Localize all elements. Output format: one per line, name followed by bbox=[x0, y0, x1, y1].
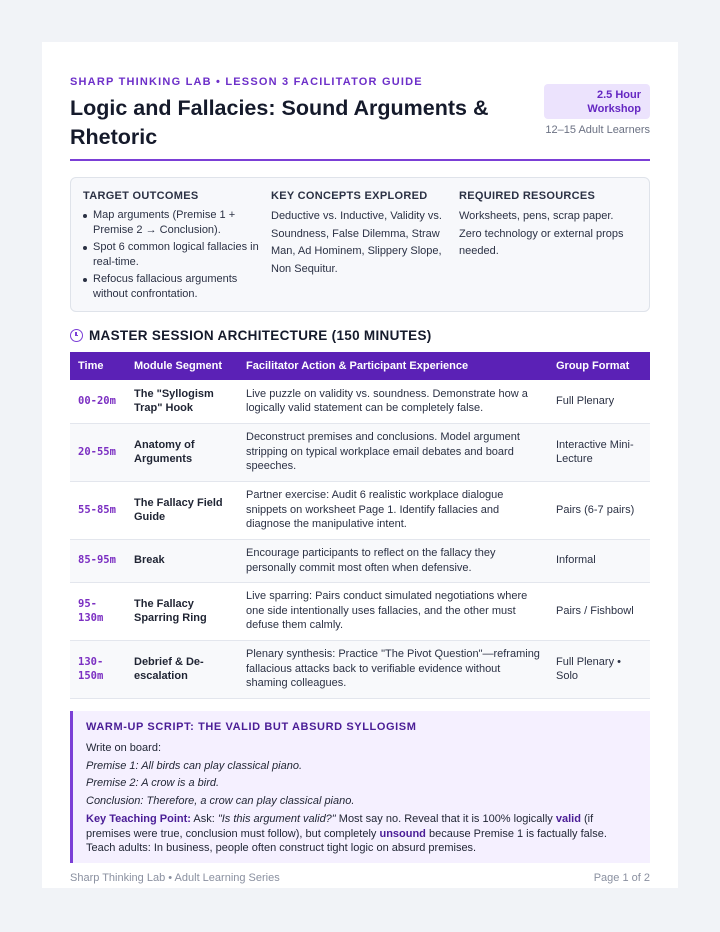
row-time: 130-150m bbox=[70, 640, 126, 698]
row-format: Full Plenary bbox=[548, 380, 650, 423]
row-time: 95-130m bbox=[70, 582, 126, 640]
key-unsound: unsound bbox=[379, 827, 426, 840]
row-format: Pairs (6-7 pairs) bbox=[548, 481, 650, 539]
document-page bbox=[42, 42, 678, 888]
header-format: Group Format bbox=[548, 352, 650, 380]
footer-left: Sharp Thinking Lab • Adult Learning Series bbox=[70, 872, 280, 884]
key-valid: valid bbox=[555, 813, 581, 825]
row-action: Plenary synthesis: Practice "The Pivot Question"—reframing fallacious attacks back to verifiable evidence without shaming colleagues. bbox=[238, 640, 548, 698]
footer bbox=[70, 872, 650, 884]
key-text-3: because Premise 1 is factually false. Teach adults: In business, people often construct tight logic on absurd premises. bbox=[86, 827, 607, 854]
row-module: The Fallacy Sparring Ring bbox=[126, 582, 238, 640]
header-time: Time bbox=[70, 352, 126, 380]
header-module: Module Segment bbox=[126, 352, 238, 380]
key-ask: Ask: bbox=[193, 813, 215, 825]
outcomes-column bbox=[83, 190, 263, 304]
table-row bbox=[70, 481, 650, 539]
page-title: Logic and Fallacies: Sound Arguments & Rhetoric bbox=[70, 96, 489, 149]
resources-column bbox=[459, 190, 639, 261]
table-header-row bbox=[70, 352, 650, 380]
page-number: Page 1 of 2 bbox=[593, 872, 650, 884]
table-row bbox=[70, 380, 650, 423]
concepts-column bbox=[271, 190, 451, 278]
row-time: 00-20m bbox=[70, 380, 126, 423]
outcome-item: Refocus fallacious arguments without confrontation. bbox=[83, 272, 263, 301]
row-format: Interactive Mini-Lecture bbox=[548, 423, 650, 481]
header-action: Facilitator Action & Participant Experience bbox=[238, 352, 548, 380]
overview-box bbox=[70, 177, 650, 312]
schedule-heading bbox=[70, 328, 432, 343]
row-format: Full Plenary • Solo bbox=[548, 640, 650, 698]
row-format: Informal bbox=[548, 539, 650, 582]
row-module: Anatomy of Arguments bbox=[126, 423, 238, 481]
row-action: Encourage participants to reflect on the fallacy they personally commit most often when defensive. bbox=[238, 539, 548, 582]
premise-2: Premise 2: A crow is a bird. bbox=[86, 777, 220, 789]
duration-badge bbox=[544, 84, 650, 119]
warmup-title: WARM-UP SCRIPT: THE VALID BUT ABSURD SYLLOGISM bbox=[86, 721, 417, 733]
row-module: Break bbox=[126, 539, 238, 582]
header-divider bbox=[70, 159, 650, 161]
schedule-title: MASTER SESSION ARCHITECTURE (150 MINUTES) bbox=[89, 328, 432, 343]
warmup-intro: Write on board: bbox=[86, 742, 162, 754]
conclusion: Conclusion: Therefore, a crow can play classical piano. bbox=[86, 794, 355, 807]
resources-title: REQUIRED RESOURCES bbox=[459, 190, 596, 202]
table-row bbox=[70, 582, 650, 640]
resources-text: Worksheets, pens, scrap paper. Zero technology or external props needed. bbox=[459, 210, 624, 257]
table-row bbox=[70, 423, 650, 481]
key-quote: "Is this argument valid?" bbox=[217, 813, 336, 825]
key-label: Key Teaching Point: bbox=[86, 813, 191, 825]
row-time: 55-85m bbox=[70, 481, 126, 539]
header bbox=[70, 76, 650, 162]
row-module: The Fallacy Field Guide bbox=[126, 481, 238, 539]
key-text-2: (if premises were true, conclusion must follow), but completely bbox=[86, 813, 594, 840]
row-module: The "Syllogism Trap" Hook bbox=[126, 380, 238, 423]
learners-count: 12–15 Adult Learners bbox=[545, 124, 650, 136]
warmup-callout bbox=[70, 711, 650, 863]
table-row bbox=[70, 539, 650, 582]
table-row bbox=[70, 640, 650, 698]
concepts-title: KEY CONCEPTS EXPLORED bbox=[271, 190, 428, 202]
concepts-text: Deductive vs. Inductive, Validity vs. Soundness, False Dilemma, Straw Man, Ad Hominem, Slippery Slope, Non Sequitur. bbox=[271, 210, 442, 275]
outcome-item: Map arguments (Premise 1 + Premise 2 → Conclusion). bbox=[83, 208, 263, 237]
key-text-1: Most say no. Reveal that it is 100% logically bbox=[338, 813, 553, 825]
badge-line1: 2.5 Hour bbox=[596, 89, 641, 101]
row-time: 20-55m bbox=[70, 423, 126, 481]
schedule-table bbox=[70, 352, 650, 699]
row-module: Debrief & De-escalation bbox=[126, 640, 238, 698]
outcomes-list bbox=[83, 208, 263, 301]
outcome-item: Spot 6 common logical fallacies in real-time. bbox=[83, 240, 263, 269]
eyebrow: SHARP THINKING LAB • LESSON 3 FACILITATOR GUIDE bbox=[70, 76, 423, 88]
badge-line2: Workshop bbox=[587, 103, 641, 115]
outcomes-title: TARGET OUTCOMES bbox=[83, 190, 199, 202]
row-action: Deconstruct premises and conclusions. Model argument stripping on typical workplace email debates and board speeches. bbox=[238, 423, 548, 481]
key-teaching-point bbox=[86, 812, 638, 856]
row-action: Partner exercise: Audit 6 realistic workplace dialogue snippets on worksheet Page 1. Identify fallacies and diagnose the manipulative intent. bbox=[238, 481, 548, 539]
row-time: 85-95m bbox=[70, 539, 126, 582]
premise-1: Premise 1: All birds can play classical piano. bbox=[86, 759, 303, 772]
row-format: Pairs / Fishbowl bbox=[548, 582, 650, 640]
row-action: Live puzzle on validity vs. soundness. Demonstrate how a logically valid statement can be completely false. bbox=[238, 380, 548, 423]
row-action: Live sparring: Pairs conduct simulated negotiations where one side intentionally uses fallacies, and the other must defuse them calmly. bbox=[238, 582, 548, 640]
clock-icon bbox=[70, 329, 83, 342]
